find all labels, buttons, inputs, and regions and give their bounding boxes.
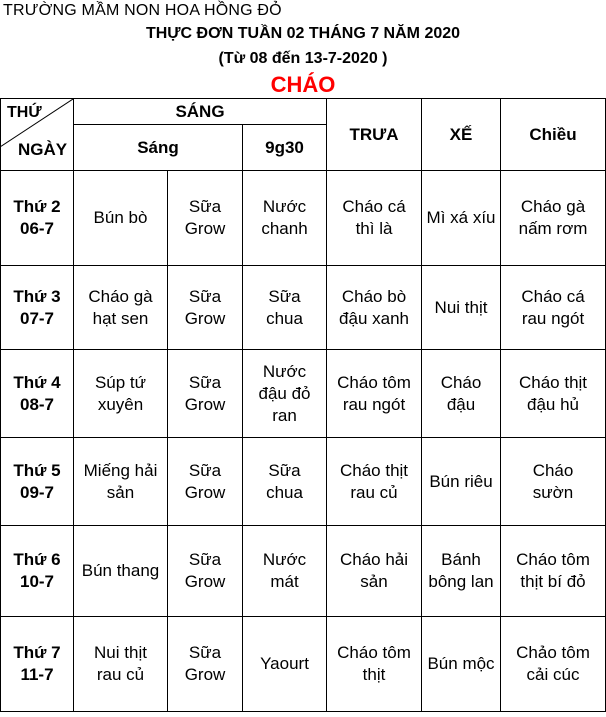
cell-line: chua xyxy=(266,482,303,502)
cell-line: Chảo tôm xyxy=(516,643,590,662)
cell-line: Cháo xyxy=(440,372,482,392)
header-dinner: Chiều xyxy=(501,99,606,171)
cell-lunch xyxy=(327,617,422,712)
cell-line: Grow xyxy=(184,308,226,328)
cell-day xyxy=(1,350,74,438)
cell-line: nấm rơm xyxy=(518,219,588,238)
cell-line: Cháo tôm xyxy=(337,643,411,662)
menu-type-label: CHÁO xyxy=(270,72,336,97)
cell-afternoon-snack xyxy=(422,350,501,438)
cell-line: Súp tứ xyxy=(94,372,147,392)
day-of-week: Thứ 2 xyxy=(13,197,61,216)
day-of-week: Thứ 4 xyxy=(13,372,61,392)
cell-line: Cháo gà xyxy=(520,197,586,216)
cell-line: Bún riêu xyxy=(429,471,493,491)
cell-dinner xyxy=(501,266,606,350)
cell-line: Nước xyxy=(262,550,307,569)
cell-lunch xyxy=(327,526,422,617)
table-row xyxy=(1,350,606,438)
cell-afternoon-snack xyxy=(422,617,501,712)
cell-line: Nui thịt xyxy=(94,643,147,662)
cell-lunch xyxy=(327,438,422,526)
cell-line: Grow xyxy=(184,394,226,414)
cell-line: Bún bò xyxy=(93,208,148,227)
cell-line: Mì xá xíu xyxy=(426,208,496,227)
cell-line: Bánh xyxy=(441,550,481,569)
cell-line: mát xyxy=(270,572,299,591)
menu-body xyxy=(1,171,606,712)
cell-line: thì là xyxy=(355,219,393,238)
cell-line: Cháo tôm xyxy=(516,550,590,569)
cell-line: Bún mộc xyxy=(427,654,495,673)
cell-day xyxy=(1,617,74,712)
header-morning-group: SÁNG xyxy=(74,99,327,125)
cell-line: Cháo thịt xyxy=(339,460,409,480)
cell-line: Cháo xyxy=(532,460,574,480)
cell-line: rau ngót xyxy=(342,394,406,414)
cell-line: chanh xyxy=(261,219,308,238)
cell-snack xyxy=(243,438,327,526)
header-afternoon-snack: XẾ xyxy=(422,99,501,171)
cell-line: Cháo gà xyxy=(88,286,153,306)
cell-line: cải cúc xyxy=(526,665,580,684)
cell-snack xyxy=(243,350,327,438)
day-of-week: Thứ 7 xyxy=(13,643,61,662)
cell-line: Nui thịt xyxy=(434,297,488,317)
cell-line: rau củ xyxy=(96,665,145,684)
cell-dinner xyxy=(501,438,606,526)
cell-line: Grow xyxy=(184,572,226,591)
cell-line: rau củ xyxy=(350,482,398,502)
cell-morning-milk xyxy=(168,617,243,712)
cell-morning-milk xyxy=(168,438,243,526)
cell-lunch xyxy=(327,171,422,266)
cell-afternoon-snack xyxy=(422,438,501,526)
cell-morning-meal xyxy=(74,617,168,712)
table-row xyxy=(1,526,606,617)
day-date: 11-7 xyxy=(20,665,54,684)
cell-morning-meal xyxy=(74,438,168,526)
cell-line: ran xyxy=(272,405,297,425)
cell-line: Grow xyxy=(184,482,226,502)
cell-day xyxy=(1,526,74,617)
school-name: TRƯỜNG MẦM NON HOA HỒNG ĐỎ xyxy=(3,2,282,19)
cell-morning-meal xyxy=(74,266,168,350)
cell-line: bông lan xyxy=(428,572,494,591)
cell-morning-meal xyxy=(74,350,168,438)
cell-line: Cháo cá xyxy=(342,197,406,216)
cell-morning-meal xyxy=(74,171,168,266)
day-date: 08-7 xyxy=(19,394,55,414)
cell-line: Sữa xyxy=(188,372,222,392)
menu-title: THỰC ĐƠN TUẦN 02 THÁNG 7 NĂM 2020 xyxy=(145,25,461,42)
corner-label-day-of-week: THỨ xyxy=(7,104,42,121)
cell-line: Sữa xyxy=(188,643,222,662)
cell-day xyxy=(1,266,74,350)
cell-lunch xyxy=(327,350,422,438)
cell-line: Grow xyxy=(184,665,226,684)
cell-line: Nước xyxy=(262,197,307,216)
cell-afternoon-snack xyxy=(422,526,501,617)
day-date: 09-7 xyxy=(19,482,55,502)
cell-line: Grow xyxy=(184,219,226,238)
cell-line: Cháo cá xyxy=(521,286,585,306)
cell-line: Yaourt xyxy=(260,654,309,673)
day-of-week: Thứ 6 xyxy=(13,550,61,569)
cell-line: Cháo hải xyxy=(339,550,409,569)
day-date: 06-7 xyxy=(19,219,55,238)
corner-header-cell xyxy=(1,99,74,171)
cell-line: Sữa xyxy=(268,286,301,306)
day-of-week: Thứ 5 xyxy=(13,460,61,480)
table-row xyxy=(1,171,606,266)
cell-day xyxy=(1,171,74,266)
cell-line: hạt sen xyxy=(92,308,149,328)
cell-line: Cháo tôm xyxy=(337,372,411,392)
weekly-menu-table xyxy=(0,98,606,712)
cell-line: rau ngót xyxy=(521,308,585,328)
cell-dinner xyxy=(501,350,606,438)
cell-line: Sữa xyxy=(188,286,222,306)
cell-line: Cháo bò xyxy=(341,286,407,306)
cell-snack xyxy=(243,266,327,350)
header-lunch: TRƯA xyxy=(327,99,422,171)
cell-snack xyxy=(243,526,327,617)
cell-line: sườn xyxy=(532,482,574,502)
day-date: 10-7 xyxy=(19,572,55,591)
cell-morning-milk xyxy=(168,350,243,438)
cell-line: đậu xanh xyxy=(339,308,409,328)
header-snack-time: 9g30 xyxy=(243,125,327,171)
cell-line: Sữa xyxy=(188,550,222,569)
cell-line: đậu hủ xyxy=(527,394,580,414)
cell-morning-milk xyxy=(168,526,243,617)
cell-line: xuyên xyxy=(97,394,144,414)
corner-label-date: NGÀY xyxy=(18,140,68,159)
cell-lunch xyxy=(327,266,422,350)
header-morning-meal: Sáng xyxy=(74,125,243,171)
cell-line: sản xyxy=(106,482,135,502)
cell-day xyxy=(1,438,74,526)
cell-snack xyxy=(243,171,327,266)
cell-line: Sữa xyxy=(268,460,301,480)
cell-line: chua xyxy=(266,308,303,328)
cell-line: đậu xyxy=(446,394,476,414)
cell-dinner xyxy=(501,526,606,617)
cell-morning-milk xyxy=(168,171,243,266)
cell-line: thịt xyxy=(362,665,386,684)
cell-line: Miếng hải xyxy=(83,460,158,480)
cell-afternoon-snack xyxy=(422,171,501,266)
cell-line: Nước xyxy=(262,361,307,381)
table-row xyxy=(1,266,606,350)
cell-line: Sữa xyxy=(188,197,222,216)
table-row xyxy=(1,617,606,712)
cell-line: sản xyxy=(360,572,388,591)
cell-line: Cháo thịt xyxy=(518,372,588,392)
cell-line: Bún thang xyxy=(81,561,160,580)
menu-date-range: (Từ 08 đến 13-7-2020 ) xyxy=(218,50,388,67)
cell-line: thịt bí đỏ xyxy=(520,572,586,591)
cell-dinner xyxy=(501,617,606,712)
day-of-week: Thứ 3 xyxy=(13,286,61,306)
day-date: 07-7 xyxy=(19,308,55,328)
cell-line: Sữa xyxy=(188,460,222,480)
cell-line: đậu đỏ xyxy=(258,383,311,403)
cell-morning-milk xyxy=(168,266,243,350)
cell-snack xyxy=(243,617,327,712)
table-row xyxy=(1,438,606,526)
cell-afternoon-snack xyxy=(422,266,501,350)
cell-morning-meal xyxy=(74,526,168,617)
cell-dinner xyxy=(501,171,606,266)
